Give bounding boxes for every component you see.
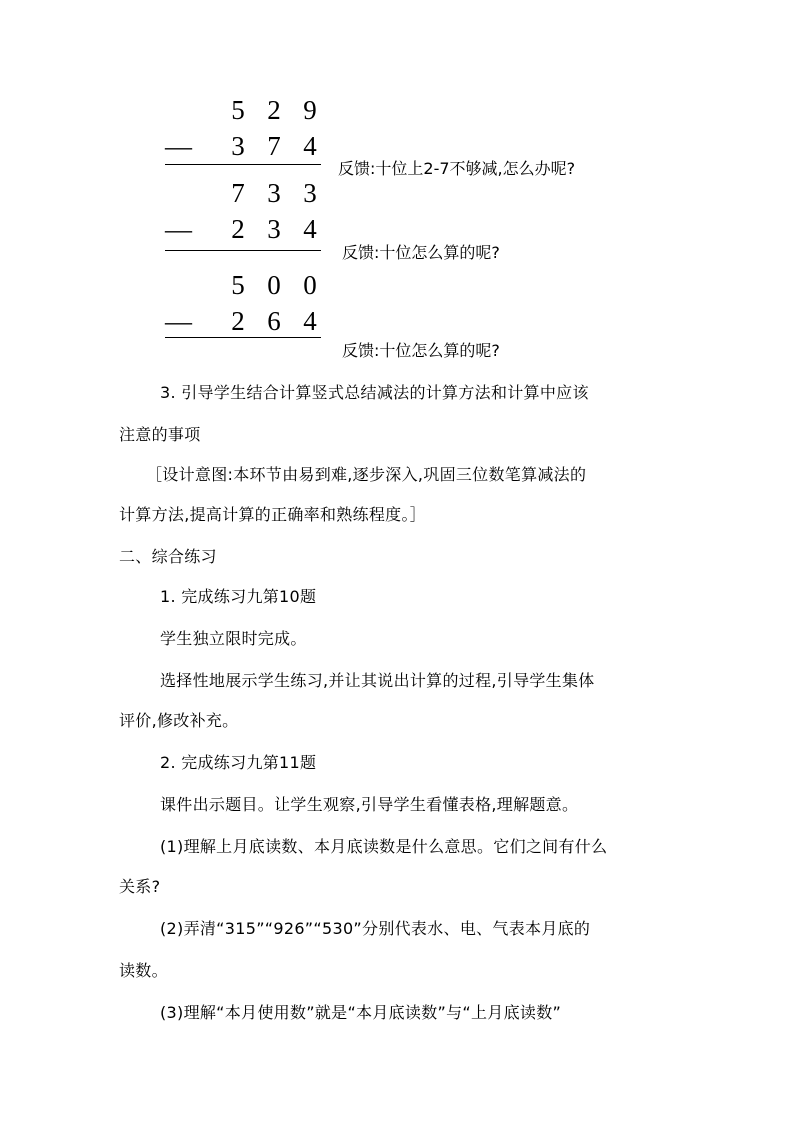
digit: 2 bbox=[231, 306, 245, 336]
minus-sign: — bbox=[165, 214, 192, 244]
feedback-text-1: 反馈:十位上2-7不够减,怎么办呢? bbox=[338, 159, 576, 178]
digit: 2 bbox=[267, 95, 281, 125]
subtrahend-row bbox=[165, 131, 321, 167]
vertical-subtraction-1 bbox=[165, 95, 321, 167]
exercise-2-point-1: (1)理解上月底读数、本月底读数是什么意思。它们之间有什么 bbox=[160, 837, 608, 856]
exercise-1-title: 1. 完成练习九第10题 bbox=[160, 587, 317, 606]
exercise-1-detail: 选择性地展示学生练习,并让其说出计算的过程,引导学生集体 bbox=[160, 671, 595, 690]
exercise-2-point-3: (3)理解“本月使用数”就是“本月底读数”与“上月底读数” bbox=[160, 1003, 562, 1022]
exercise-2-title: 2. 完成练习九第11题 bbox=[160, 753, 317, 772]
minuend-row bbox=[165, 178, 321, 214]
digit: 3 bbox=[303, 178, 317, 208]
digit: 9 bbox=[303, 95, 317, 125]
exercise-1-text: 学生独立限时完成。 bbox=[160, 629, 307, 648]
exercise-2-point-2-cont: 读数。 bbox=[119, 961, 168, 980]
digit: 4 bbox=[303, 306, 317, 336]
step-3-text: 3. 引导学生结合计算竖式总结减法的计算方法和计算中应该 bbox=[160, 383, 589, 402]
minuend-row bbox=[165, 270, 321, 306]
digit: 6 bbox=[267, 306, 281, 336]
vertical-subtraction-2 bbox=[165, 178, 321, 250]
exercise-2-text: 课件出示题目。让学生观察,引导学生看懂表格,理解题意。 bbox=[160, 795, 579, 814]
result-line bbox=[165, 164, 321, 165]
subtrahend-row bbox=[165, 214, 321, 250]
digit: 5 bbox=[231, 95, 245, 125]
exercise-1-detail-cont: 评价,修改补充。 bbox=[119, 711, 239, 730]
digit: 4 bbox=[303, 214, 317, 244]
feedback-text-2: 反馈:十位怎么算的呢? bbox=[342, 243, 500, 262]
digit: 3 bbox=[231, 131, 245, 161]
step-3-text-cont: 注意的事项 bbox=[119, 425, 201, 444]
vertical-subtraction-3 bbox=[165, 270, 321, 342]
minuend-row bbox=[165, 95, 321, 131]
digit: 3 bbox=[267, 178, 281, 208]
digit: 5 bbox=[231, 270, 245, 300]
digit: 0 bbox=[303, 270, 317, 300]
digit: 2 bbox=[231, 214, 245, 244]
minus-sign: — bbox=[165, 306, 192, 336]
digit: 4 bbox=[303, 131, 317, 161]
result-line bbox=[165, 337, 321, 338]
digit: 3 bbox=[267, 214, 281, 244]
minus-sign: — bbox=[165, 131, 192, 161]
design-intent-cont: 计算方法,提高计算的正确率和熟练程度。］ bbox=[119, 505, 427, 524]
digit: 7 bbox=[267, 131, 281, 161]
section-heading: 二、综合练习 bbox=[119, 547, 217, 566]
result-line bbox=[165, 250, 321, 251]
design-intent: ［设计意图:本环节由易到难,逐步深入,巩固三位数笔算减法的 bbox=[146, 465, 587, 484]
digit: 7 bbox=[231, 178, 245, 208]
exercise-2-point-1-cont: 关系? bbox=[119, 877, 161, 896]
feedback-text-3: 反馈:十位怎么算的呢? bbox=[342, 341, 500, 360]
exercise-2-point-2: (2)弄清“315”“926”“530”分别代表水、电、气表本月底的 bbox=[160, 919, 591, 938]
digit: 0 bbox=[267, 270, 281, 300]
